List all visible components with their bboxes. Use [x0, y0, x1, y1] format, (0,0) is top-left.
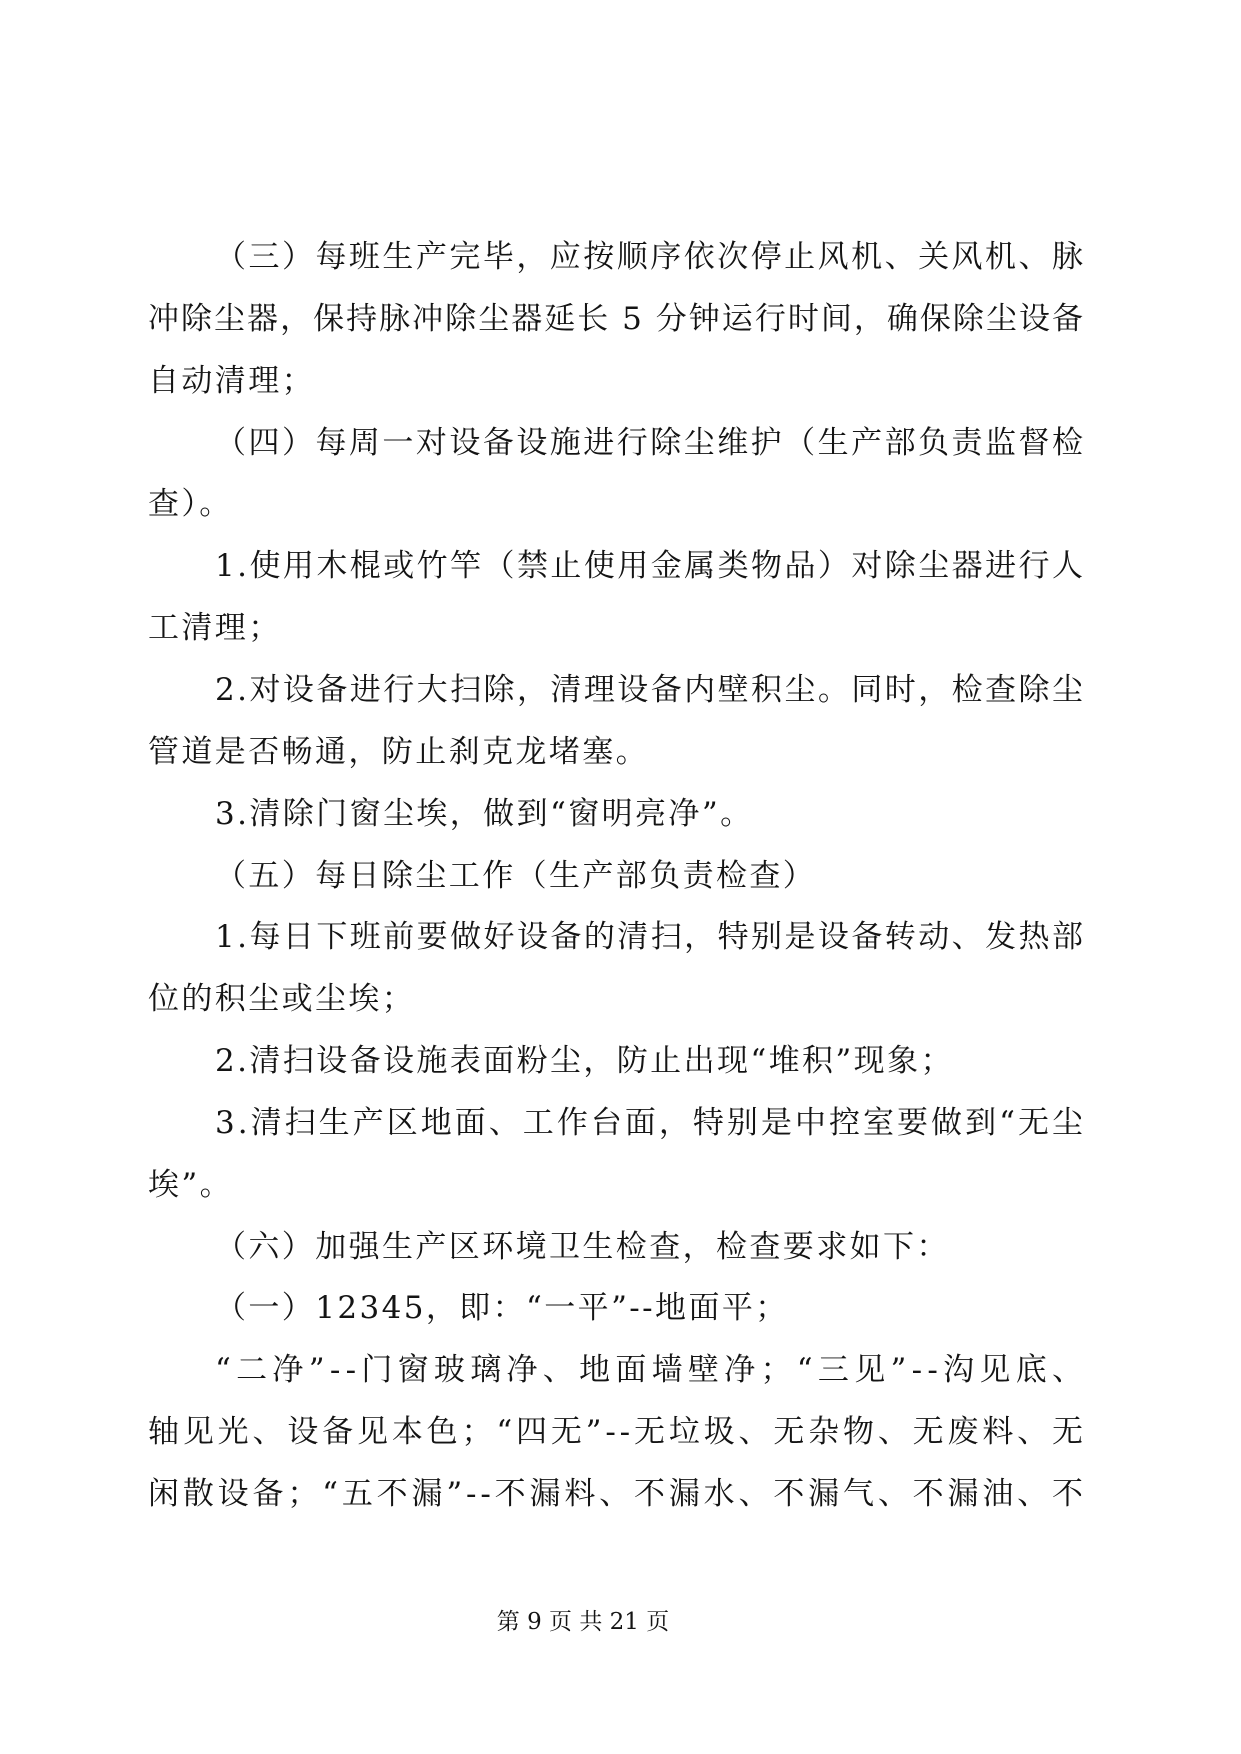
body-line: （四）每周一对设备设施进行除尘维护（生产部负责监督检 [215, 425, 1086, 461]
body-line: 3.清扫生产区地面、工作台面，特别是中控室要做到“无尘 [215, 1105, 1087, 1141]
section-heading: （五）每日除尘工作（生产部负责检查） [215, 858, 817, 894]
body-line: 位的积尘或尘埃； [148, 981, 416, 1017]
body-line: 2.对设备进行大扫除，清理设备内壁积尘。同时，检查除尘 [215, 672, 1086, 708]
body-line: 自动清理； [148, 363, 315, 399]
section-heading: （六）加强生产区环境卫生检查，检查要求如下： [215, 1229, 950, 1265]
body-line: 轴见光、设备见本色；“四无”--无垃圾、无杂物、无废料、无 [148, 1414, 1087, 1450]
body-line: 3.清除门窗尘埃，做到“窗明亮净”。 [215, 796, 754, 832]
body-line: 冲除尘器，保持脉冲除尘器延长 5 分钟运行时间，确保除尘设备 [148, 301, 1086, 337]
body-line: 1.使用木棍或竹竿（禁止使用金属类物品）对除尘器进行人 [215, 548, 1086, 584]
body-line: （一）12345，即：“一平”--地面平； [215, 1290, 789, 1326]
body-line: “二净”--门窗玻璃净、地面墙壁净；“三见”--沟见底、 [215, 1352, 1089, 1388]
body-line: 工清理； [148, 610, 282, 646]
body-line: （三）每班生产完毕，应按顺序依次停止风机、关风机、脉 [215, 239, 1086, 275]
body-line: 1.每日下班前要做好设备的清扫，特别是设备转动、发热部 [215, 919, 1086, 955]
body-line: 闲散设备；“五不漏”--不漏料、不漏水、不漏气、不漏油、不 [148, 1476, 1087, 1512]
body-line: 埃”。 [148, 1167, 234, 1203]
page-number-footer: 第 9 页 共 21 页 [496, 1609, 670, 1635]
body-line: 2.清扫设备设施表面粉尘，防止出现“堆积”现象； [215, 1043, 954, 1079]
body-line: 查）。 [148, 486, 233, 522]
body-line: 管道是否畅通，防止刹克龙堵塞。 [148, 734, 649, 770]
